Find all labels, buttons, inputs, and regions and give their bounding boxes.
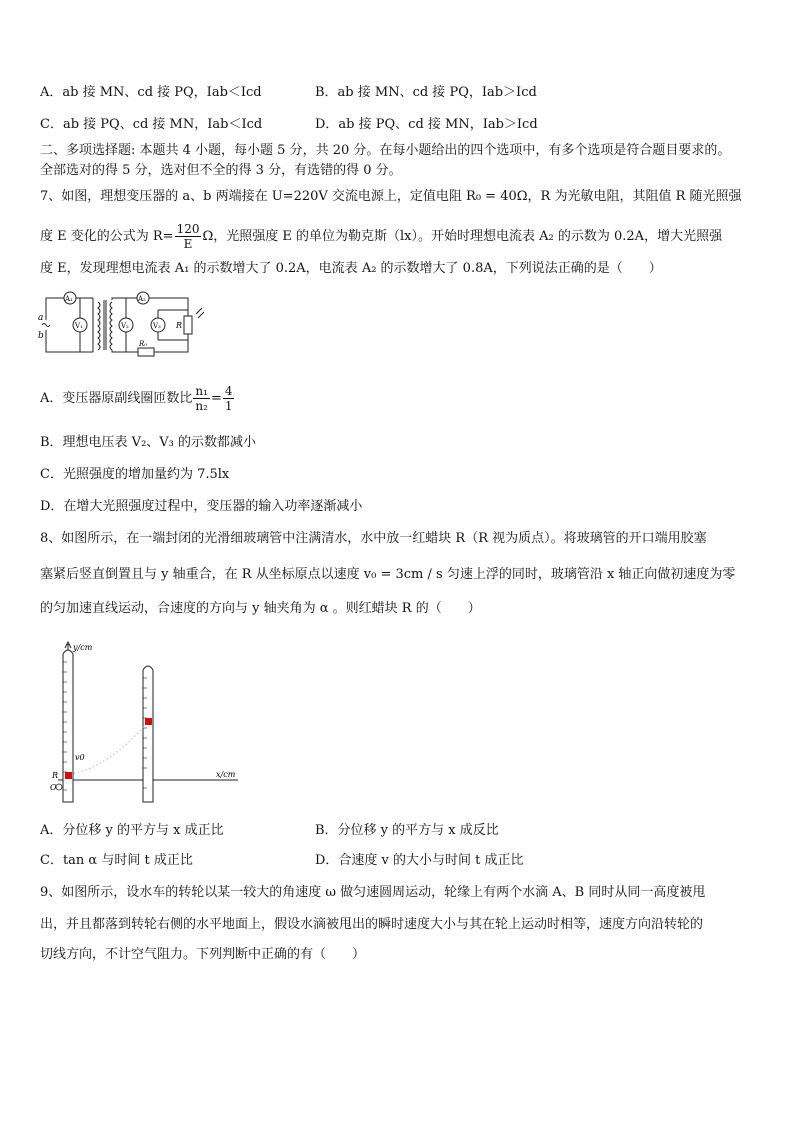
q9-line2: 出，并且都落到转轮右侧的水平地面上，假设水滴被甩出的瞬时速度大小与其在轮上运动时相等，速度方向沿转轮的 [40, 917, 704, 932]
q6-option-d: D．ab 接 PQ、cd 接 MN，Iab＞Icd [315, 117, 538, 132]
frac-1: 1 [224, 399, 233, 413]
q7-option-a-eq: = [210, 391, 222, 406]
q7-line3: 度 E，发现理想电流表 A₁ 的示数增大了 0.2A，电流表 A₂ 的示数增大了 0.8A，下列说法正确的是（ ） [40, 261, 662, 276]
fig-label-a2: A₂ [138, 295, 146, 303]
fig-label-a: a [38, 313, 44, 323]
wax-block-start [65, 772, 72, 779]
fig-label-v0: v0 [75, 753, 85, 762]
q7-option-a [40, 384, 235, 413]
frac-n1: n₁ [195, 384, 208, 398]
frac-n2: n₂ [195, 399, 208, 413]
q8-option-c: C．tan α 与时间 t 成正比 [40, 853, 193, 868]
q7-option-a-fraction [193, 384, 210, 413]
q8-line3: 的匀加速直线运动，合速度的方向与 y 轴夹角为 α 。则红蜡块 R 的（ ） [40, 601, 481, 616]
q8-option-a: A．分位移 y 的平方与 x 成正比 [40, 823, 224, 838]
q7-line1: 7、如图，理想变压器的 a、b 两端接在 U=220V 交流电源上，定值电阻 R₀ = 40Ω，R 为光敏电阻，其阻值 R 随光照强 [40, 189, 742, 204]
q8-option-d: D．合速度 v 的大小与时间 t 成正比 [315, 853, 524, 868]
section2-line1: 二、多项选择题: 本题共 4 小题，每小题 5 分，共 20 分。在每小题给出的四个选项中，有多个选项是符合题目要求的。 [40, 143, 731, 158]
q7-option-d: D．在增大光照强度过程中，变压器的输入功率逐渐减小 [40, 499, 363, 514]
q9-line1: 9、如图所示，设水车的转轮以某一较大的角速度 ω 做匀速圆周运动，轮缘上有两个水滴 A、B 同时从同一高度被甩 [40, 885, 706, 900]
q9-line3: 切线方向，不计空气阻力。下列判断中正确的有（ ） [40, 947, 366, 962]
q6-option-c: C．ab 接 PQ、cd 接 MN，Iab＜Icd [40, 117, 263, 132]
fig-label-y: y/cm [73, 643, 93, 652]
wax-block-moved [145, 718, 152, 725]
q7-line2 [40, 222, 722, 251]
q7-frac-num: 120 [176, 222, 200, 236]
q8-line2: 塞紧后竖直倒置且与 y 轴重合，在 R 从坐标原点以速度 v₀ = 3cm / s 匀速上浮的同时，玻璃管沿 x 轴正向做初速度为零 [40, 567, 736, 582]
q7-option-a-text: A．变压器原副线圈匝数比 [40, 391, 193, 406]
q8-line1: 8、如图所示，在一端封闭的光滑细玻璃管中注满清水，水中放一红蜡块 R（R 视为质点）。将玻璃管的开口端用胶塞 [40, 531, 707, 546]
q6-option-a: A．ab 接 MN、cd 接 PQ，Iab＜Icd [40, 85, 262, 100]
q7-circuit-diagram [38, 290, 218, 360]
q7-line2-pre: 度 E 变化的公式为 R= [40, 229, 174, 244]
fig-label-r: R [176, 321, 183, 330]
q8-option-b: B．分位移 y 的平方与 x 成反比 [315, 823, 499, 838]
fig-label-b: b [38, 331, 44, 341]
q7-frac-den: E [183, 237, 193, 251]
origin-marker [56, 784, 62, 790]
fig-label-r: R [52, 771, 59, 780]
q7-formula-fraction [175, 222, 202, 251]
q7-line2-post: Ω，光照强度 E 的单位为勒克斯（lx）。开始时理想电流表 A₂ 的示数为 0.2A，增大光照强 [202, 229, 723, 244]
fig-label-x: x/cm [216, 770, 236, 779]
fig-label-v1: V₁ [75, 322, 83, 330]
q7-option-a-ratio [223, 384, 235, 413]
frac-4: 4 [224, 384, 233, 398]
fig-label-r0: R₀ [139, 340, 148, 348]
q7-option-c: C．光照强度的增加量约为 7.5lx [40, 467, 230, 482]
section2-line2: 全部选对的得 5 分，选对但不全的得 3 分，有选错的得 0 分。 [40, 163, 402, 178]
fig-label-v2: V₂ [121, 322, 129, 330]
q8-tubes-diagram [48, 638, 248, 808]
fig-label-v3: V₃ [153, 322, 161, 330]
fig-label-a1: A₁ [65, 295, 73, 303]
fig-label-o: O [50, 783, 57, 792]
q7-option-b: B．理想电压表 V₂、V₃ 的示数都减小 [40, 435, 257, 450]
q6-option-b: B．ab 接 MN、cd 接 PQ，Iab＞Icd [315, 85, 537, 100]
